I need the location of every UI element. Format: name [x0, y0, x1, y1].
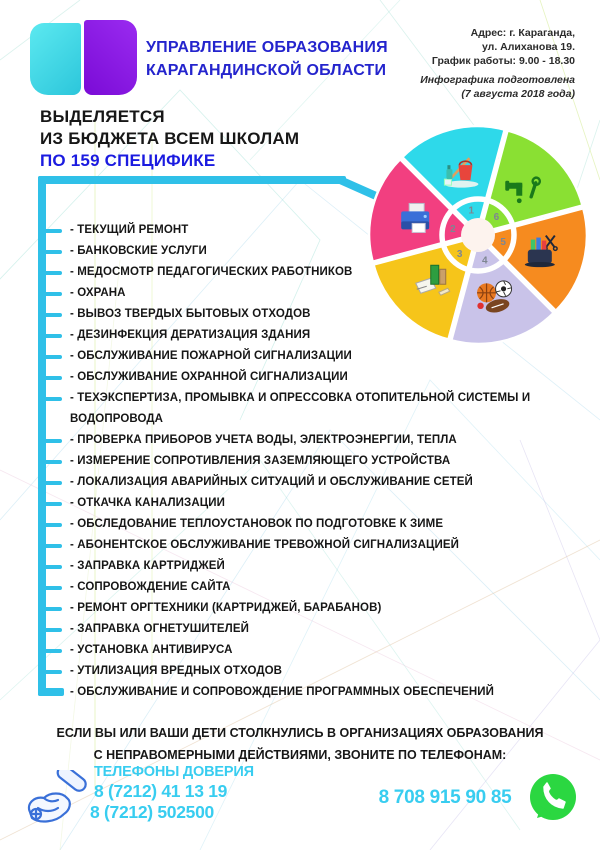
infographic-note-line1: Инфографика подготовлена — [420, 74, 575, 86]
list-item: - ОТКАЧКА КАНАЛИЗАЦИИ — [38, 493, 565, 514]
appeal-text — [0, 722, 600, 766]
open-book-logo-icon — [30, 18, 138, 98]
list-item: - ЗАПРАВКА ОГНЕТУШИТЕЛЕЙ — [38, 619, 565, 640]
logo-right-page — [84, 20, 137, 95]
address-line1: Адрес: г. Караганда, — [470, 27, 575, 39]
wheel-number-6: 6 — [493, 212, 500, 224]
list-item: - ОХРАНА — [38, 283, 565, 304]
hand-holding-phone-icon — [20, 770, 94, 832]
hotline-phone-1: 8 (7212) 41 13 19 — [94, 781, 228, 801]
wheel-number-4: 4 — [481, 255, 488, 267]
list-item: - ОБСЛУЖИВАНИЕ ПОЖАРНОЙ СИГНАЛИЗАЦИИ — [38, 346, 565, 367]
headline-line3-highlight: ПО 159 СПЕЦИФИКЕ — [40, 151, 216, 170]
list-item: - ВЫВОЗ ТВЕРДЫХ БЫТОВЫХ ОТХОДОВ — [38, 304, 565, 325]
list-item: - ДЕЗИНФЕКЦИЯ ДЕРАТИЗАЦИЯ ЗДАНИЯ — [38, 325, 565, 346]
list-item: - МЕДОСМОТР ПЕДАГОГИЧЕСКИХ РАБОТНИКОВ — [38, 262, 565, 283]
services-wheel-chart — [355, 113, 600, 357]
wheel-number-1: 1 — [468, 205, 475, 217]
list-item: - УСТАНОВКА АНТИВИРУСА — [38, 640, 565, 661]
logo-left-page — [30, 23, 81, 95]
hotline-title: ТЕЛЕФОНЫ ДОВЕРИЯ — [94, 764, 254, 780]
appeal-line2: С НЕПРАВОМЕРНЫМИ ДЕЙСТВИЯМИ, ЗВОНИТЕ ПО ТЕЛЕФОНАМ: — [93, 748, 507, 762]
list-item: - ОБСЛУЖИВАНИЕ И СОПРОВОЖДЕНИЕ ПРОГРАММНЫХ ОБЕСПЕЧЕНИЙ — [38, 682, 565, 703]
headline — [40, 106, 299, 172]
wheel-center-disc — [461, 218, 495, 252]
list-item: - ТЕХЭКСПЕРТИЗА, ПРОМЫВКА И ОПРЕССОВКА ОТОПИТЕЛЬНОЙ СИСТЕМЫ И ВОДОПРОВОДА — [38, 388, 565, 430]
whatsapp-icon — [527, 772, 579, 824]
list-item: - ПРОВЕРКА ПРИБОРОВ УЧЕТА ВОДЫ, ЭЛЕКТРОЭНЕРГИИ, ТЕПЛА — [38, 430, 565, 451]
address-line2: ул. Алиханова 19. — [481, 41, 575, 53]
hotline-block — [90, 763, 254, 823]
appeal-line1: ЕСЛИ ВЫ ИЛИ ВАШИ ДЕТИ СТОЛКНУЛИСЬ В ОРГАНИЗАЦИЯХ ОБРАЗОВАНИЯ — [56, 726, 544, 740]
contact-info — [355, 26, 575, 101]
infographic-note-line2: (7 августа 2018 года) — [461, 88, 575, 100]
org-title-line1: УПРАВЛЕНИЕ ОБРАЗОВАНИЯ — [146, 39, 388, 56]
list-item: - СОПРОВОЖДЕНИЕ САЙТА — [38, 577, 565, 598]
list-item: - ТЕКУЩИЙ РЕМОНТ — [38, 220, 565, 241]
wheel-number-5: 5 — [500, 237, 506, 249]
wheel-number-3: 3 — [456, 248, 463, 260]
list-item: - ОБСЛУЖИВАНИЕ ОХРАННОЙ СИГНАЛИЗАЦИИ — [38, 367, 565, 388]
headline-line2: ИЗ БЮДЖЕТА ВСЕМ ШКОЛАМ — [40, 129, 300, 148]
list-item: - РЕМОНТ ОРГТЕХНИКИ (КАРТРИДЖЕЙ, БАРАБАНОВ) — [38, 598, 565, 619]
list-item: - ИЗМЕРЕНИЕ СОПРОТИВЛЕНИЯ ЗАЗЕМЛЯЮЩЕГО УСТРОЙСТВА — [38, 451, 565, 472]
hotline-phone-2: 8 (7212) 502500 — [90, 802, 214, 822]
list-item: - ЛОКАЛИЗАЦИЯ АВАРИЙНЫХ СИТУАЦИЙ И ОБСЛУЖИВАНИЕ СЕТЕЙ — [38, 472, 565, 493]
whatsapp-number: 8 708 915 90 85 — [378, 787, 512, 808]
headline-line1: ВЫДЕЛЯЕТСЯ — [40, 107, 165, 126]
connector-horizontal-bar — [38, 176, 346, 184]
list-item: - УТИЛИЗАЦИЯ ВРЕДНЫХ ОТХОДОВ — [38, 661, 565, 682]
wheel-number-2: 2 — [450, 223, 456, 235]
header — [0, 0, 600, 105]
list-item: - ЗАПРАВКА КАРТРИДЖЕЙ — [38, 556, 565, 577]
list-item: - БАНКОВСКИЕ УСЛУГИ — [38, 241, 565, 262]
list-item: - ОБСЛЕДОВАНИЕ ТЕПЛОУСТАНОВОК ПО ПОДГОТОВКЕ К ЗИМЕ — [38, 514, 565, 535]
org-title-line2: КАРАГАНДИНСКОЙ ОБЛАСТИ — [146, 62, 387, 79]
work-hours: График работы: 9.00 - 18.30 — [431, 55, 575, 67]
list-item: - АБОНЕНТСКОЕ ОБСЛУЖИВАНИЕ ТРЕВОЖНОЙ СИГНАЛИЗАЦИЕЙ — [38, 535, 565, 556]
